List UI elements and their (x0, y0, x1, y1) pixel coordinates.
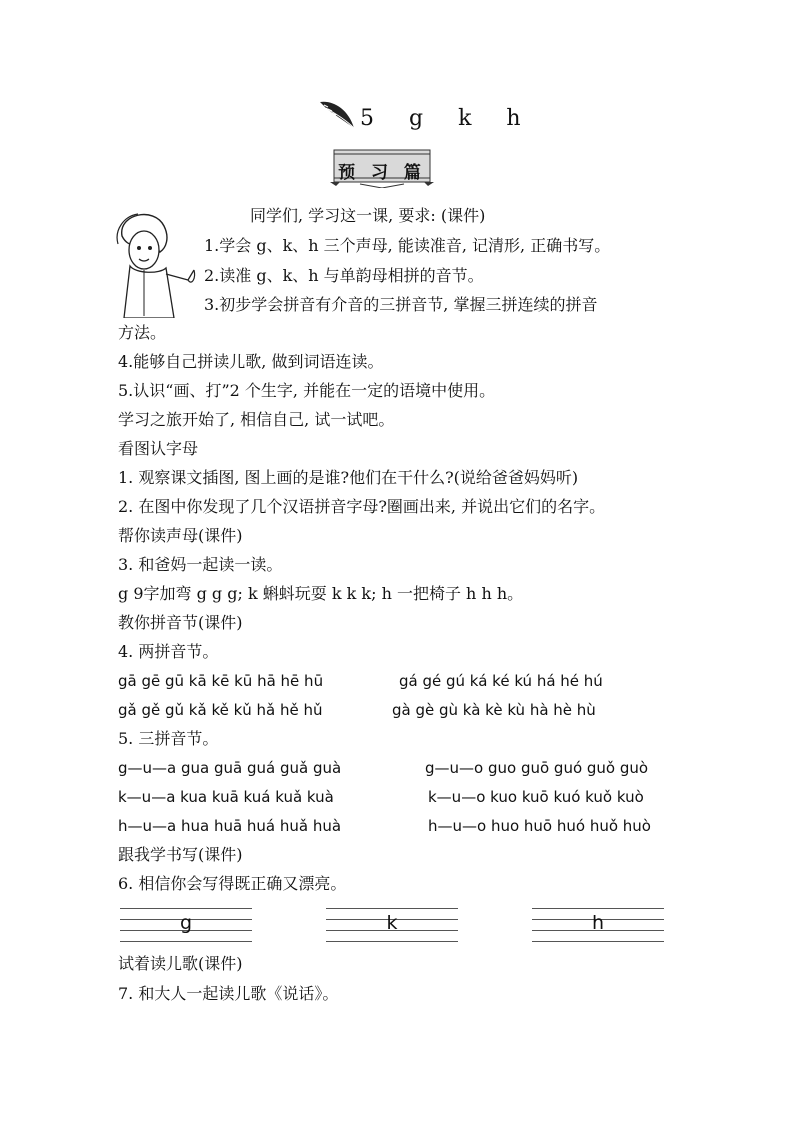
two-syllable-row-2-right: gà gè gù kà kè kù hà hè hù (392, 701, 596, 719)
section-heading-5: 试着读儿歌(课件) (118, 954, 243, 973)
question-5: 5. 三拼音节。 (118, 729, 219, 748)
three-syllable-row-2-right: k—u—o kuo kuō kuó kuǒ kuò (428, 788, 644, 806)
writing-grid-g (120, 908, 252, 942)
section-heading-2: 帮你读声母(课件) (118, 526, 243, 545)
intro-item-4: 4.能够自己拼读儿歌, 做到词语连读。 (118, 352, 384, 371)
question-3: 3. 和爸妈一起读一读。 (118, 555, 283, 574)
section-heading-3: 教你拼音节(课件) (118, 613, 243, 632)
two-syllable-row-1-left: gā gē gū kā kē kū hā hē hū (118, 672, 324, 690)
section-badge-label: 预 习 篇 (338, 163, 426, 183)
lesson-number: 5 (360, 106, 388, 131)
lesson-title-text (360, 106, 535, 131)
question-1: 1. 观察课文插图, 图上画的是谁?他们在干什么?(说给爸爸妈妈听) (118, 468, 579, 487)
lesson-title (318, 96, 538, 136)
intro-item-1: 1.学会 g、k、h 三个声母, 能读准音, 记清形, 正确书写。 (204, 236, 611, 255)
writing-grid-h (532, 908, 664, 942)
section-heading-4: 跟我学书写(课件) (118, 845, 243, 864)
question-7: 7. 和大人一起读儿歌《说话》。 (118, 984, 339, 1003)
question-2: 2. 在图中你发现了几个汉语拼音字母?圈画出来, 并说出它们的名字。 (118, 497, 606, 516)
three-syllable-row-1-left: g—u—a gua guā guá guǎ guà (118, 759, 342, 777)
three-syllable-row-3-right: h—u—o huo huō huó huǒ huò (428, 817, 651, 835)
section-heading-1: 看图认字母 (118, 439, 199, 458)
writing-letter-h: h (591, 912, 605, 934)
three-syllable-row-3-left: h—u—a hua huā huá huǎ huà (118, 817, 342, 835)
question-4: 4. 两拼音节。 (118, 642, 219, 661)
intro-item-2: 2.读准 g、k、h 与单韵母相拼的音节。 (204, 266, 484, 285)
rhyme-line: g 9字加弯 g g g; k 蝌蚪玩耍 k k k; h 一把椅子 h h h。 (118, 584, 524, 603)
three-syllable-row-1-right: g—u—o guo guō guó guǒ guò (425, 759, 649, 777)
section-badge (330, 148, 434, 188)
writing-grid-k (326, 908, 458, 942)
two-syllable-row-1-right: gá gé gú ká ké kú há hé hú (399, 672, 603, 690)
intro-closing: 学习之旅开始了, 相信自己, 试一试吧。 (118, 410, 395, 429)
question-6: 6. 相信你会写得既正确又漂亮。 (118, 874, 347, 893)
writing-letter-g: g (179, 912, 193, 934)
three-syllable-row-2-left: k—u—a kua kuā kuá kuǎ kuà (118, 788, 334, 806)
teacher-illustration (108, 208, 198, 318)
lesson-letters: g k h (409, 106, 535, 131)
writing-letter-k: k (386, 912, 398, 934)
intro-item-3: 3.初步学会拼音有介音的三拼音节, 掌握三拼连续的拼音 (204, 295, 598, 314)
two-syllable-row-2-left: gǎ gě gǔ kǎ kě kǔ hǎ hě hǔ (118, 701, 323, 719)
intro-item-5: 5.认识“画、打”2 个生字, 并能在一定的语境中使用。 (118, 381, 496, 400)
intro-item-3-cont: 方法。 (118, 323, 167, 342)
quill-pen-icon (318, 96, 358, 136)
intro-heading: 同学们, 学习这一课, 要求: (课件) (250, 206, 486, 225)
